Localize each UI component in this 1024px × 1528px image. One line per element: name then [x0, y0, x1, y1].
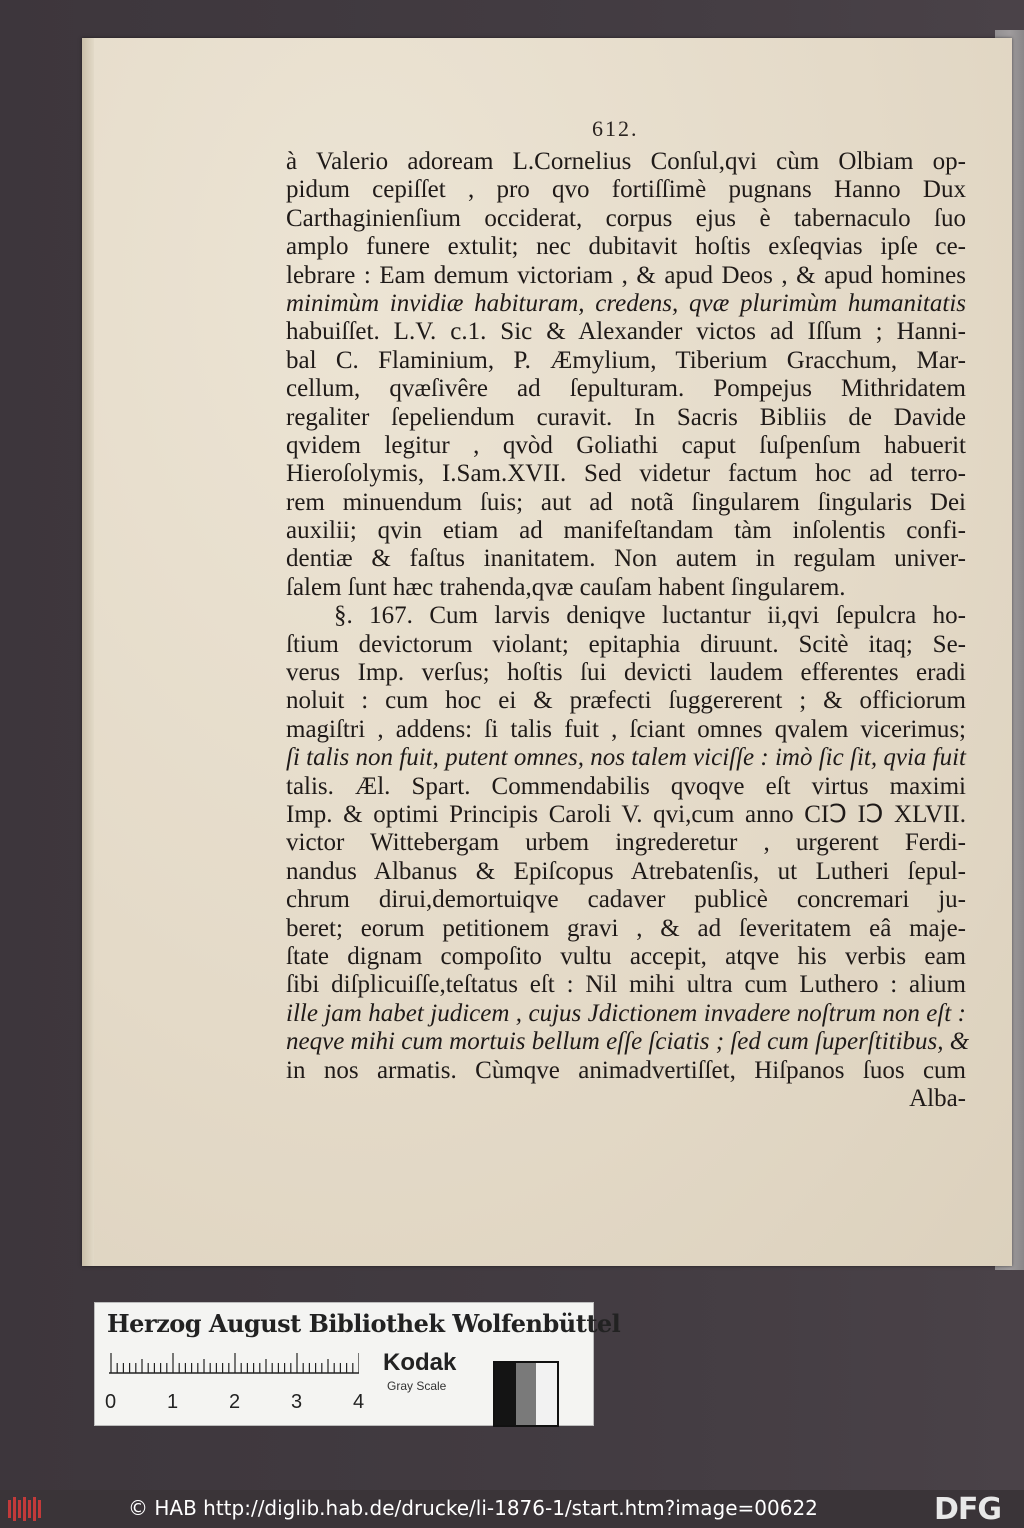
- text-line: in nos armatis. Cùmqve animadvertiſſet, Hiſpanos ſuos cum: [286, 1056, 966, 1084]
- text-line: ſibi diſplicuiſſe,teſtatus eſt : Nil mihi ultra cum Luthero : alium: [286, 971, 966, 999]
- text-line: pidum cepiſſet , pro qvo fortiſſimè pugnans Hanno Dux: [286, 176, 966, 204]
- gray-swatches: [493, 1361, 559, 1427]
- text-line: à Valerio adoream L.Cornelius Conſul,qvi cùm Olbiam op-: [286, 148, 966, 175]
- text-line: magiſtri , addens: ſi talis fuit , ſciant omnes qvalem vicerimus;: [286, 715, 966, 743]
- text-line: rem minuendum ſuis; aut ad notã ſingularem ſingularis Dei: [286, 488, 966, 516]
- text-line: nandus Albanus & Epiſcopus Atrebatenſis, ut Lutheri ſepul-: [286, 857, 966, 885]
- text-line: ſi talis non fuit, putent omnes, nos talem viciſſe : imò ſic ſit, qvia fuit: [286, 744, 966, 772]
- gray-scale-label: Gray Scale: [387, 1379, 447, 1393]
- page-number: 612.: [592, 116, 639, 141]
- text-line: lebrare : Eam demum victoriam , & apud Deos , & apud homines: [286, 261, 966, 289]
- text-line: ſalem ſunt hæc trahenda,qvæ cauſam habent ſingularem.: [286, 573, 846, 601]
- text-line: dentiæ & faſtus inanitatem. Non autem in regulam univer-: [286, 545, 966, 573]
- swatch-black: [495, 1363, 516, 1425]
- body-text: [286, 148, 970, 1113]
- text-line: beret; eorum petitionem gravi , & ad ſeveritatem eâ maje-: [286, 914, 966, 942]
- text-line: ſtate dignam compoſito vultu accepit, atqve his verbis eam: [286, 942, 966, 970]
- ruler-number: 4: [353, 1391, 365, 1413]
- page-edge: [82, 38, 94, 1266]
- ruler-number: 3: [291, 1391, 303, 1413]
- swatch-white: [536, 1363, 557, 1425]
- text-line: Carthaginienſium occiderat, corpus ejus è tabernaculo ſuo: [286, 204, 966, 232]
- text-line: noluit : cum hoc ei & præfecti ſuggererent ; & officiorum: [286, 687, 966, 715]
- dfg-logo: DFG: [934, 1492, 1002, 1527]
- text-line: qvidem legitur , qvòd Goliathi caput ſuſpenſum habuerit: [286, 431, 966, 459]
- hab-logo-icon: [6, 1494, 46, 1524]
- kodak-brand: Kodak: [383, 1349, 457, 1376]
- text-line: neqve mihi cum mortuis bellum eſſe ſciatis ; ſed cum ſuperſtitibus, &: [286, 1028, 970, 1056]
- swatch-gray: [516, 1363, 537, 1425]
- text-line: verus Imp. verſus; hoſtis ſui devicti laudem efferentes eradi: [286, 659, 966, 687]
- color-target-card: [94, 1302, 621, 1426]
- catchword: Alba-: [909, 1084, 966, 1112]
- text-line: chrum dirui,demortuiqve cadaver publicè concremari ju-: [286, 886, 966, 914]
- text-line: minimùm invidiæ habituram, credens, qvæ plurimùm humanitatis: [286, 289, 966, 317]
- text-line: regaliter ſepeliendum curavit. In Sacris Bibliis de Davide: [286, 403, 966, 431]
- text-line: Hieroſolymis, I.Sam.XVII. Sed videtur factum hoc ad terro-: [286, 460, 966, 488]
- ruler-number: 2: [229, 1391, 241, 1413]
- footer-bar: [0, 1490, 1024, 1528]
- text-line: ſtium devictorum violant; epitaphia diruunt. Scitè itaq; Se-: [286, 630, 966, 658]
- text-line: Imp. & optimi Principis Caroli V. qvi,cum anno CIↃ IↃ XLVII.: [286, 800, 966, 828]
- ruler-number: 0: [105, 1391, 117, 1413]
- text-line: amplo funere extulit; nec dubitavit hoſtis exſeqvias ipſe ce-: [286, 233, 966, 261]
- ruler-number: 1: [167, 1391, 179, 1413]
- text-line: cellum, qvæſivêre ad ſepulturam. Pompejus Mithridatem: [286, 375, 966, 403]
- text-line: auxilii; qvin etiam ad manifeſtandam tàm inſolentis confi-: [286, 517, 966, 545]
- text-line: victor Wittebergam urbem ingrederetur , urgerent Ferdi-: [286, 829, 966, 857]
- bleed-through-mark: [210, 150, 260, 190]
- ruler-scale: [109, 1351, 359, 1381]
- text-line: §. 167. Cum larvis deniqve luctantur ii,qvi ſepulcra ho-: [334, 602, 966, 630]
- text-line: habuiſſet. L.V. c.1. Sic & Alexander victos ad Iſſum ; Hanni-: [286, 318, 966, 346]
- text-line: talis. Æl. Spart. Commendabilis qvoqve eſt virtus maximi: [286, 772, 966, 800]
- copyright-url[interactable]: © HAB http://diglib.hab.de/drucke/li-1876-1/start.htm?image=00622: [128, 1496, 818, 1520]
- institution-name: Herzog August Bibliothek Wolfenbüttel: [107, 1309, 621, 1338]
- text-line: bal C. Flaminium, P. Æmylium, Tiberium Gracchum, Mar-: [286, 346, 966, 374]
- text-line: ille jam habet judicem , cujus Jdictionem invadere noſtrum non eſt :: [286, 999, 966, 1027]
